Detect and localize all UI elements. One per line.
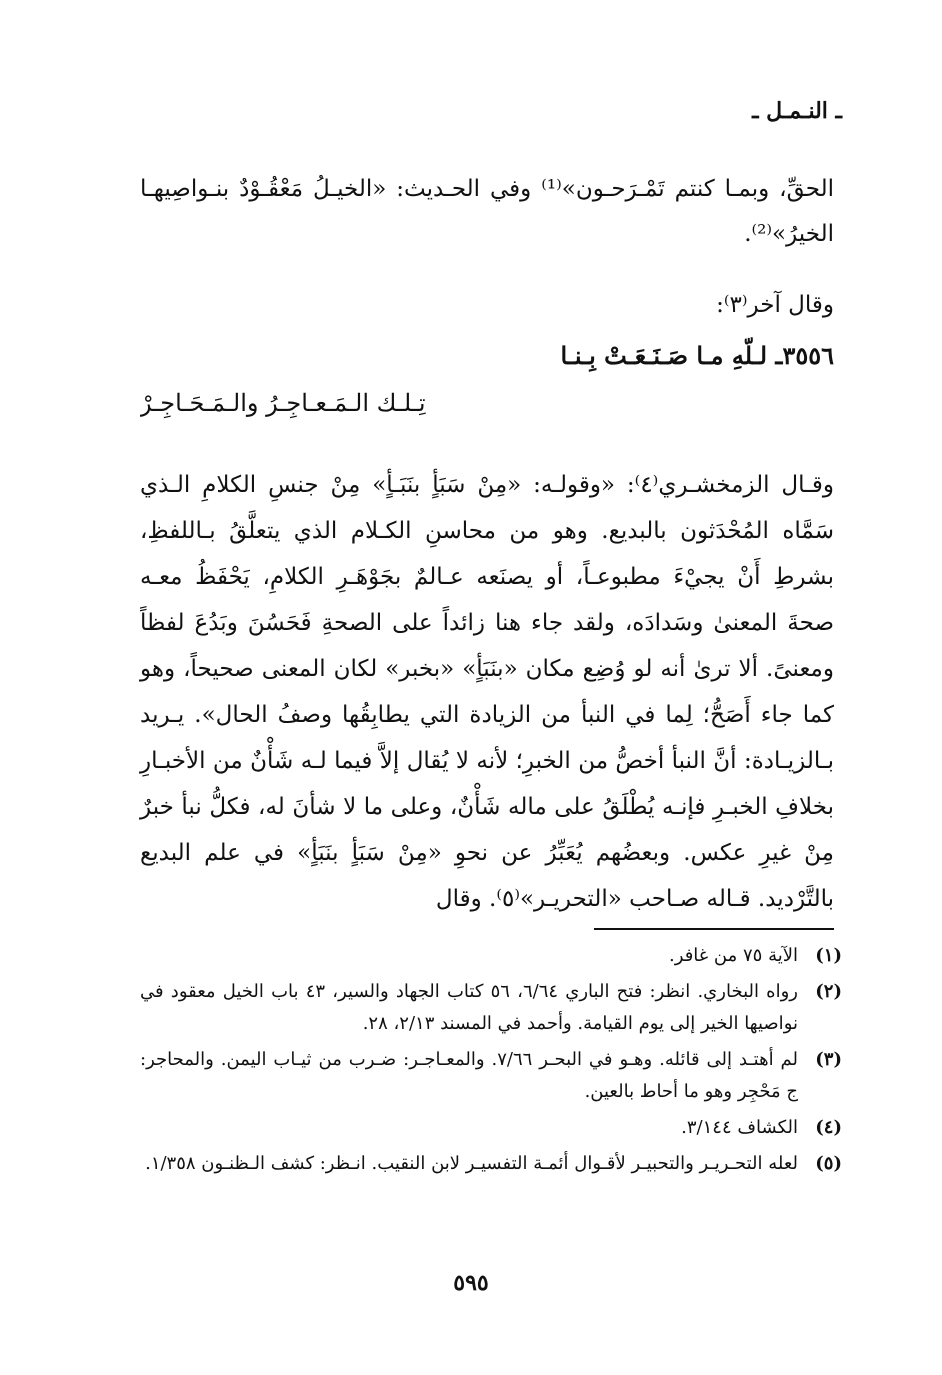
footnote-number: (١) <box>815 945 842 966</box>
footnote-number: (٤) <box>815 1117 842 1138</box>
paragraph-1: الحقِّ، وبمـا كنتم تَمْـرَحـون»⁽¹⁾ وفي الحـديث: «الخيـلُ مَعْقُـوْدٌ بنـواصِيهـا الخيرُ»⁽²⁾. <box>140 176 834 247</box>
footnote-number: (٥) <box>815 1153 842 1174</box>
footnote-item <box>140 1112 842 1144</box>
footnote-number: (٣) <box>815 1049 842 1070</box>
footnote-text: الكشاف ٣/١٤٤. <box>681 1117 798 1138</box>
paragraph-2: وقـال الزمخشـري⁽٤⁾: «وقولـه: «مِنْ سَبَأٍ بنَبَـأٍ» مِنْ جنسِ الكلامِ الـذي سَمَّاه المُحْدَثون بالبديع. وهو من محاسنِ الكـلام الذي يتعلَّقُ بـاللفظِ، بشرطِ أَنْ يجيْءَ مطبوعـاً، أو يصنَعه عـالمٌ بجَوْهَـرِ الكلامِ، يَحْفَظُ معـه صحةَ المعنىٰ وسَدادَه، ولقد جاء هنا زائداً على الصحةِ فَحَسُنَ وبَدُعَ لفظاً ومعنىً. ألا ترىٰ أنه لو وُضِع مكان «بنَبَأٍ» «بخبر» لكان المعنى صحيحاً، وهو كما جاء أَصَحُّ؛ لِما في النبأ من الزيادة التي يطابِقُها وصفُ الحال». يـريد بـالزيـادة: أنَّ النبأ أخصُّ من الخبرِ؛ لأنه لا يُقال إلاَّ فيما لـه شَأْنٌ من الأخبـارِ بخلافِ الخبـرِ فإنـه يُطْلَقُ على ماله شَأْنٌ، وعلى ما لا شأنَ له، فكلُّ نبأ خبرٌ مِنْ غيرِ عكس. وبعضُهم يُعَبِّرُ عن نحوِ «مِنْ سَبَأٍ بنَبَأٍ» في علم البديع بالتَّرْديد. قـاله صـاحب «التحريـر»⁽٥⁾. وقال <box>140 472 834 912</box>
footnote-number: (٢) <box>815 981 842 1002</box>
footnote-item <box>140 1148 842 1180</box>
running-header: ـ النـمـل ـ <box>752 98 842 124</box>
footnote-text: لعله التحـريـر والتحبيـر لأقـوال أئمـة التفسيـر لابن النقيب. انـظر: كشف الـظنـون ١/٣٥٨. <box>145 1153 798 1174</box>
footnote-separator <box>594 928 834 930</box>
footnote-text: لم أهتـد إلى قائله. وهـو في البحـر ٧/٦٦. والمعـاجـر: ضـرب من ثيـاب اليمن. والمحاجر: ج مَحْجِر وهو ما أحاط بالعين. <box>140 1049 798 1102</box>
verse-line-1: ٣٥٥٦ـ لـلّهِ مـا صَـنَـعَـتْ بِـنـا <box>560 341 834 370</box>
footnote-item <box>140 976 842 1040</box>
verse-intro: وقال آخر⁽٣⁾: <box>716 292 834 318</box>
footnote-text: رواه البخاري. انظر: فتح الباري ٦/٦٤، ٥٦ كتاب الجهاد والسير، ٤٣ باب الخيل معقود في نواصيها الخير إلى يوم القيامة. وأحمد في المسند ٢/١٣، ٢٨. <box>140 981 798 1034</box>
footnotes <box>140 940 842 1184</box>
verse-line-2: تِـلـك الـمَـعـاجِـرُ والـمَـحَـاجِـرْ <box>140 389 426 417</box>
footnote-text: الآية ٧٥ من غافر. <box>669 945 798 966</box>
footnote-item <box>140 940 842 972</box>
footnote-item <box>140 1044 842 1108</box>
page-number: ٥٩٥ <box>453 1270 489 1296</box>
